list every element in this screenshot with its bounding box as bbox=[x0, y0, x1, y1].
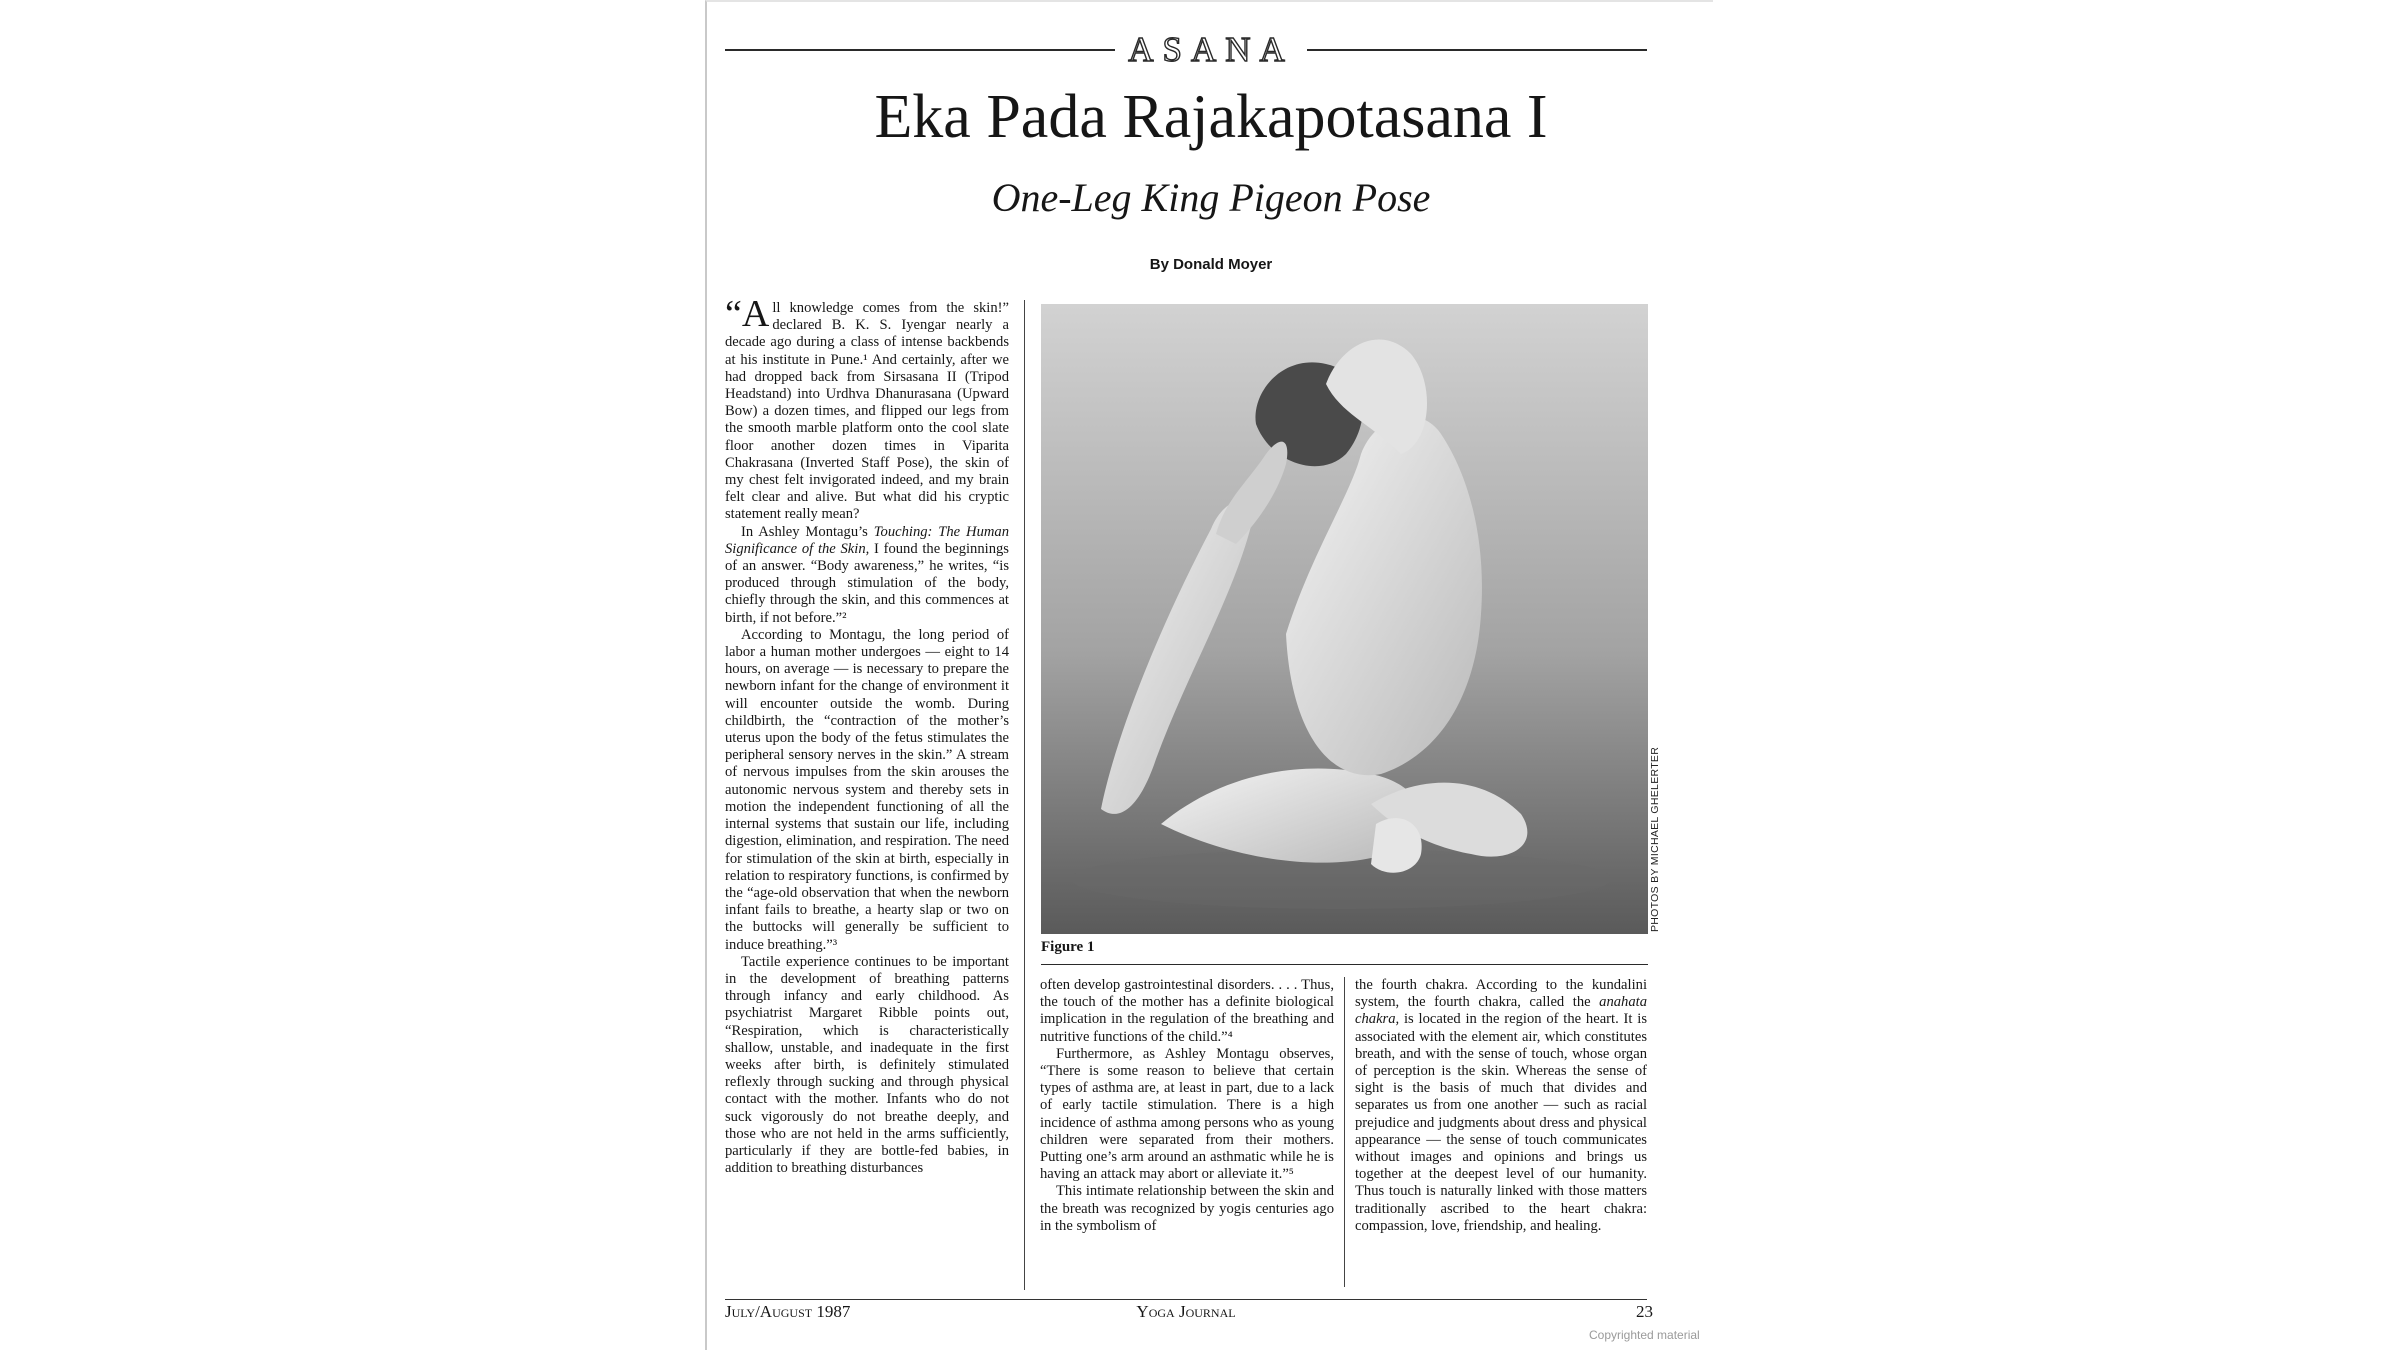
paragraph: the fourth chakra. According to the kundalini system, the fourth chakra, called the anahata chakra, is located in the region of the heart. It is associated with the element air, which constitutes breath, and with the sense of touch, whose organ of perception is the skin. Whereas the sense of sight is the basis of much that divides and separates us from one another — such as racial prejudice and judgments about dress and physical appearance — the sense of touch communicates without images and opinions and brings us together at the deepest level of our humanity. Thus touch is naturally linked with those matters traditionally ascribed to the heart chakra: compassion, love, friendship, and healing. bbox=[1355, 977, 1647, 1234]
page-number: 23 bbox=[1636, 1302, 1653, 1321]
section-label: ASANA bbox=[1128, 30, 1294, 69]
column-divider bbox=[1024, 300, 1025, 1290]
text-column-3 bbox=[1355, 977, 1647, 1235]
text-column-2 bbox=[1040, 977, 1334, 1235]
paragraph: often develop gastrointestinal disorders. . . . Thus, the touch of the mother has a definite biological implication in the regulation of the breathing and nutritive functions of the child.”⁴ bbox=[1040, 977, 1334, 1045]
caption-rule bbox=[1041, 964, 1648, 965]
text-column-1 bbox=[725, 293, 1010, 1177]
paragraph: According to Montagu, the long period of labor a human mother undergoes — eight to 14 hours, on average — is necessary to prepare the newborn infant for the change of environment it will encounter outside the womb. During childbirth, the “contraction of the mother’s uterus upon the body of the fetus stimulates the peripheral sensory nerves in the skin.” A stream of nervous impulses from the skin arouses the autonomic nervous system and thereby sets in motion the independent functioning of all the internal systems that sustain our life, including digestion, elimination, and respiration. The need for stimulation of the skin at birth, especially in relation to respiratory functions, is confirmed by the “age-old observation that when the newborn infant fails to breathe, a hearty slap or two on the buttocks will generally be sufficient to induce breathing.”³ bbox=[725, 626, 1009, 953]
footer-rule bbox=[725, 1299, 1647, 1300]
photo-credit: PHOTOS BY MICHAEL GHELERTER bbox=[1649, 746, 1661, 932]
pigeon-pose-figure-image bbox=[1041, 304, 1648, 934]
paragraph: Tactile experience continues to be important in the development of breathing patterns through infancy and early childhood. As psychiatrist Margaret Ribble points out, “Respiration, which is characteristically shallow, unstable, and inadequate in the first weeks after birth, is definitely stimulated reflexly through sucking and through physical contact with the mother. Infants who do not suck vigorously do not breathe deeply, and those who are not held in the arms sufficiently, particularly if they are bottle-fed babies, in addition to breathing disturbances bbox=[725, 953, 1009, 1177]
issue-date: July/August 1987 bbox=[725, 1302, 851, 1321]
paragraph: Furthermore, as Ashley Montagu observes, “There is some reason to believe that certain types of asthma are, at least in part, due to a lack of early tactile stimulation. There is a high incidence of asthma among persons who as young children were separated from their mothers. Putting one’s arm around an asthmatic while he is having an attack may abort or alleviate it.”⁵ bbox=[1040, 1045, 1334, 1183]
byline: By Donald Moyer bbox=[1149, 256, 1273, 273]
drop-cap: “A bbox=[725, 293, 770, 335]
article-title: Eka Pada Rajakapotasana I bbox=[874, 83, 1548, 151]
copyright-watermark: Copyrighted material bbox=[1589, 1328, 1700, 1342]
figure-caption: Figure 1 bbox=[1041, 939, 1095, 955]
article-subtitle: One-Leg King Pigeon Pose bbox=[991, 175, 1431, 220]
paragraph: This intimate relationship between the skin and the breath was recognized by yogis centuries ago in the symbolism of bbox=[1040, 1183, 1334, 1234]
pose-photograph bbox=[1041, 304, 1648, 934]
column-divider bbox=[1344, 977, 1345, 1287]
magazine-page bbox=[705, 0, 1713, 1350]
paragraph: “All knowledge comes from the skin!” declared B. K. S. Iyengar nearly a decade ago during a class of intense backbends at his institute in Pune.¹ And certainly, after we had dropped back from Sirsasana II (Tripod Headstand) into Urdhva Dhanurasana (Upward Bow) a dozen times, and flipped our legs from the smooth marble platform onto the cool slate floor another dozen times in Viparita Chakrasana (Inverted Staff Pose), the skin of my chest felt invigorated indeed, and my brain felt clear and alive. But what did his cryptic statement really mean? bbox=[725, 293, 1009, 523]
publication-name: Yoga Journal bbox=[1136, 1302, 1236, 1321]
paragraph: In Ashley Montagu’s Touching: The Human Significance of the Skin, I found the beginnings of an answer. “Body awareness,” he writes, “is produced through stimulation of the body, chiefly through the skin, and this commences at birth, if not before.”² bbox=[725, 523, 1010, 626]
